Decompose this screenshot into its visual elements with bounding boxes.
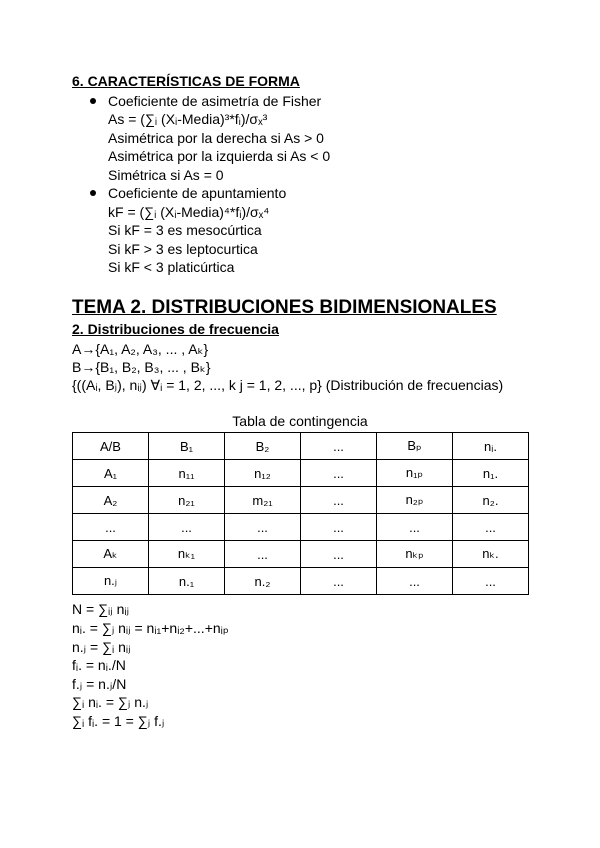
table-cell: n₁ₚ [377, 460, 453, 487]
formula-row-marginal: nᵢ. = ∑ⱼ nᵢⱼ = nᵢ₁+nᵢ₂+...+nᵢₚ [72, 620, 229, 636]
table-row [73, 514, 529, 541]
table-cell: ... [301, 541, 377, 568]
table-cell: ... [453, 568, 529, 595]
table-cell: n.ⱼ [73, 568, 149, 595]
formula-freq-sum: ∑ᵢ fᵢ. = 1 = ∑ⱼ f.ⱼ [72, 713, 165, 729]
fisher-formula: As = (∑ᵢ (Xᵢ-Media)³*fᵢ)/σₓ³ [108, 111, 268, 127]
tema-title: TEMA 2. DISTRIBUCIONES BIDIMENSIONALES [72, 297, 497, 318]
table-cell: m₂₁ [225, 487, 301, 514]
set-a: A→{A₁, A₂, A₃, ... , Aₖ} [72, 341, 209, 357]
subtitle: 2. Distribuciones de frecuencia [72, 321, 279, 337]
table-cell: B₂ [225, 433, 301, 460]
table-cell: nᵢ. [453, 433, 529, 460]
table-cell: ... [225, 514, 301, 541]
table-row [73, 541, 529, 568]
table-cell: ... [301, 460, 377, 487]
table-row [73, 460, 529, 487]
formula-row-freq: fᵢ. = nᵢ./N [72, 657, 126, 673]
table-cell: ... [377, 514, 453, 541]
table-cell: ... [453, 514, 529, 541]
table-cell: ... [377, 568, 453, 595]
table-cell: ... [301, 433, 377, 460]
table-row [73, 433, 529, 460]
fisher-left: Asimétrica por la izquierda si As < 0 [108, 148, 331, 164]
table-cell: nₖ₁ [149, 541, 225, 568]
table-cell: n₁₂ [225, 460, 301, 487]
formula-col-marginal: n.ⱼ = ∑ᵢ nᵢⱼ [72, 639, 131, 655]
kurt-plati: Si kF < 3 platicúrtica [108, 259, 235, 275]
distribution-definition: {((Aᵢ, Bⱼ), nᵢⱼ) ∀ᵢ = 1, 2, ..., k j = 1, 2, ..., p} (Distribución de frecuencias) [72, 377, 504, 393]
table-cell: ... [149, 514, 225, 541]
table-cell: ... [301, 487, 377, 514]
contingency-table [72, 432, 529, 595]
table-cell: n₂ₚ [377, 487, 453, 514]
table-cell: n.₂ [225, 568, 301, 595]
table-cell: ... [73, 514, 149, 541]
fisher-right: Asimétrica por la derecha si As > 0 [108, 130, 324, 146]
table-cell: A₂ [73, 487, 149, 514]
table-cell: nₖ. [453, 541, 529, 568]
table-caption: Tabla de contingencia [232, 413, 368, 429]
table-cell: n.₁ [149, 568, 225, 595]
table-cell: A₁ [73, 460, 149, 487]
table-cell: Bₚ [377, 433, 453, 460]
table-cell: n₂. [453, 487, 529, 514]
table-cell: nₖₚ [377, 541, 453, 568]
set-b: B→{B₁, B₂, B₃, ... , Bₖ} [72, 359, 211, 375]
table-cell: n₂₁ [149, 487, 225, 514]
fisher-sym: Simétrica si As = 0 [108, 167, 224, 183]
table-row [73, 568, 529, 595]
fisher-title: Coeficiente de asimetría de Fisher [108, 93, 322, 109]
bullet-icon [90, 98, 96, 104]
table-cell: n₁. [453, 460, 529, 487]
kurt-formula: kF = (∑ᵢ (Xᵢ-Media)⁴*fᵢ)/σₓ⁴ [108, 204, 270, 220]
kurt-meso: Si kF = 3 es mesocúrtica [108, 222, 262, 238]
formula-col-freq: f.ⱼ = n.ⱼ/N [72, 676, 127, 692]
section-heading: 6. CARACTERÍSTICAS DE FORMA [72, 73, 300, 89]
formula-sum-equality: ∑ᵢ nᵢ. = ∑ⱼ n.ⱼ [72, 694, 149, 710]
table-cell: ... [301, 568, 377, 595]
formula-total: N = ∑ᵢⱼ nᵢⱼ [72, 601, 130, 617]
table-cell: ... [225, 541, 301, 568]
table-row [73, 487, 529, 514]
kurt-lepto: Si kF > 3 es leptocurtica [108, 241, 258, 257]
table-cell: B₁ [149, 433, 225, 460]
kurt-title: Coeficiente de apuntamiento [108, 185, 287, 201]
table-cell: Aₖ [73, 541, 149, 568]
table-cell: A/B [73, 433, 149, 460]
table-cell: n₁₁ [149, 460, 225, 487]
bullet-icon [90, 190, 96, 196]
table-cell: ... [301, 514, 377, 541]
